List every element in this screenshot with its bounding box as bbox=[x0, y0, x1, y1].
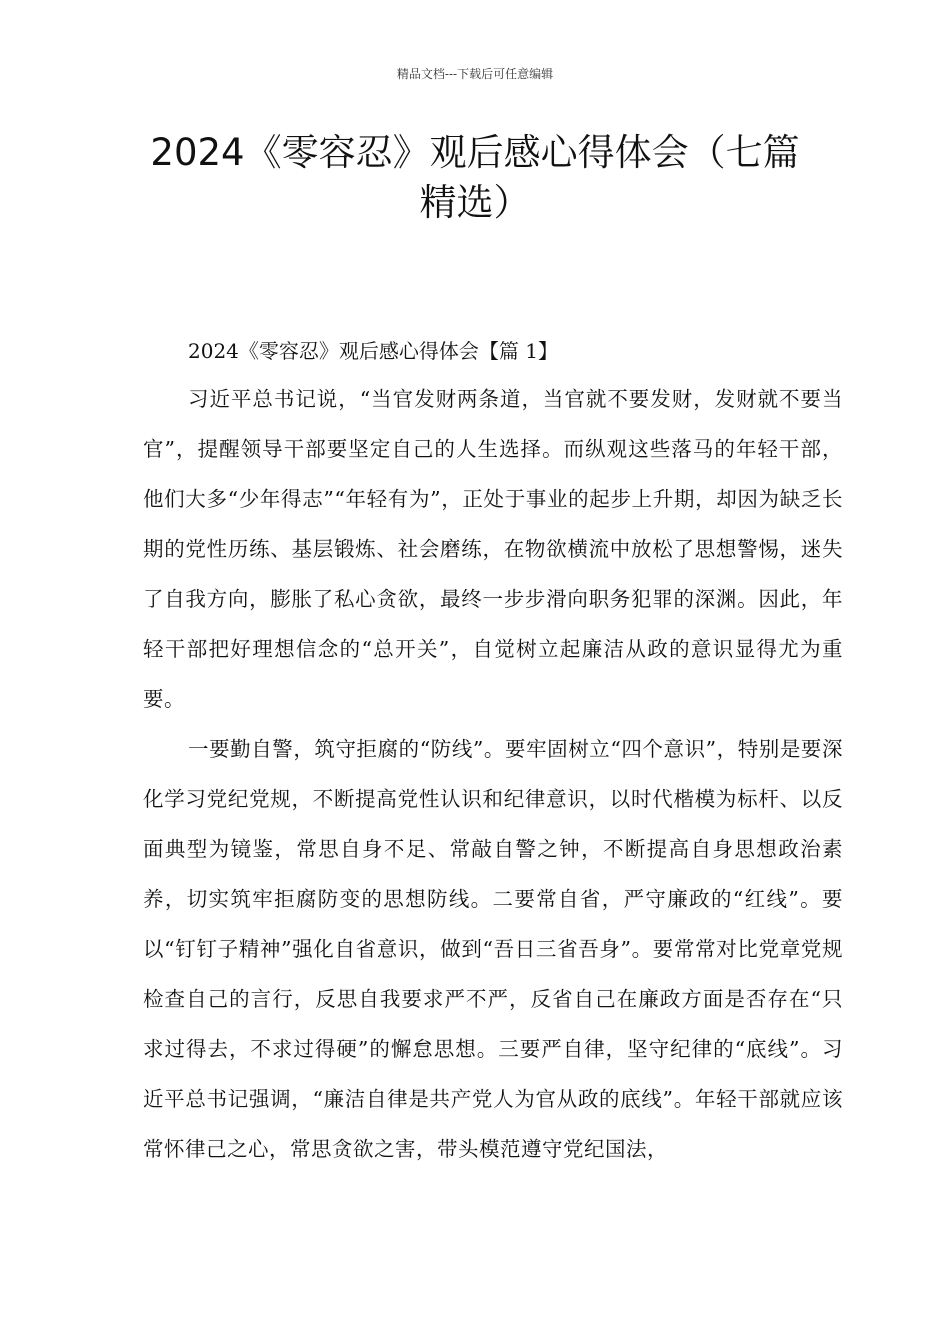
header-note: 精品文档---下载后可任意编辑 bbox=[396, 67, 554, 81]
document-title: 2024《零容忍》观后感心得体会（七篇精选） bbox=[150, 131, 800, 224]
paragraph-1: 习近平总书记说，“当官发财两条道，当官就不要发财，发财就不要当官”，提醒领导干部要坚定自己的人生选择。而纵观这些落马的年轻干部，他们大多“少年得志”“年轻有为”，正处于事业的起步上升期，却因为缺乏长期的党性历练、基层锻炼、社会磨练，在物欲横流中放松了思想警惕，迷失了自我方向，膨胀了私心贪欲，最终一步步滑向职务犯罪的深渊。因此，年轻干部把好理想信念的“总开关”，自觉树立起廉洁从政的意识显得尤为重要。 bbox=[143, 387, 843, 711]
paragraph-2: 一要勤自警，筑守拒腐的“防线”。要牢固树立“四个意识”，特别是要深化学习党纪党规，不断提高党性认识和纪律意识，以时代楷模为标杆、以反面典型为镜鉴，常思自身不足、常敲自警之钟，不断提高自身思想政治素养，切实筑牢拒腐防变的思想防线。二要常自省，严守廉政的“红线”。要以“钉钉子精神”强化自省意识，做到“吾日三省吾身”。要常常对比党章党规检查自己的言行，反思自我要求严不严，反省自己在廉政方面是否存在“只求过得去，不求过得硬”的懈怠思想。三要严自律，坚守纪律的“底线”。习近平总书记强调，“廉洁自律是共产党人为官从政的底线”。年轻干部就应该常怀律己之心，常思贪欲之害，带头模范遵守党纪国法， bbox=[143, 737, 843, 1161]
section-heading: 2024《零容忍》观后感心得体会【篇 1】 bbox=[188, 339, 558, 363]
